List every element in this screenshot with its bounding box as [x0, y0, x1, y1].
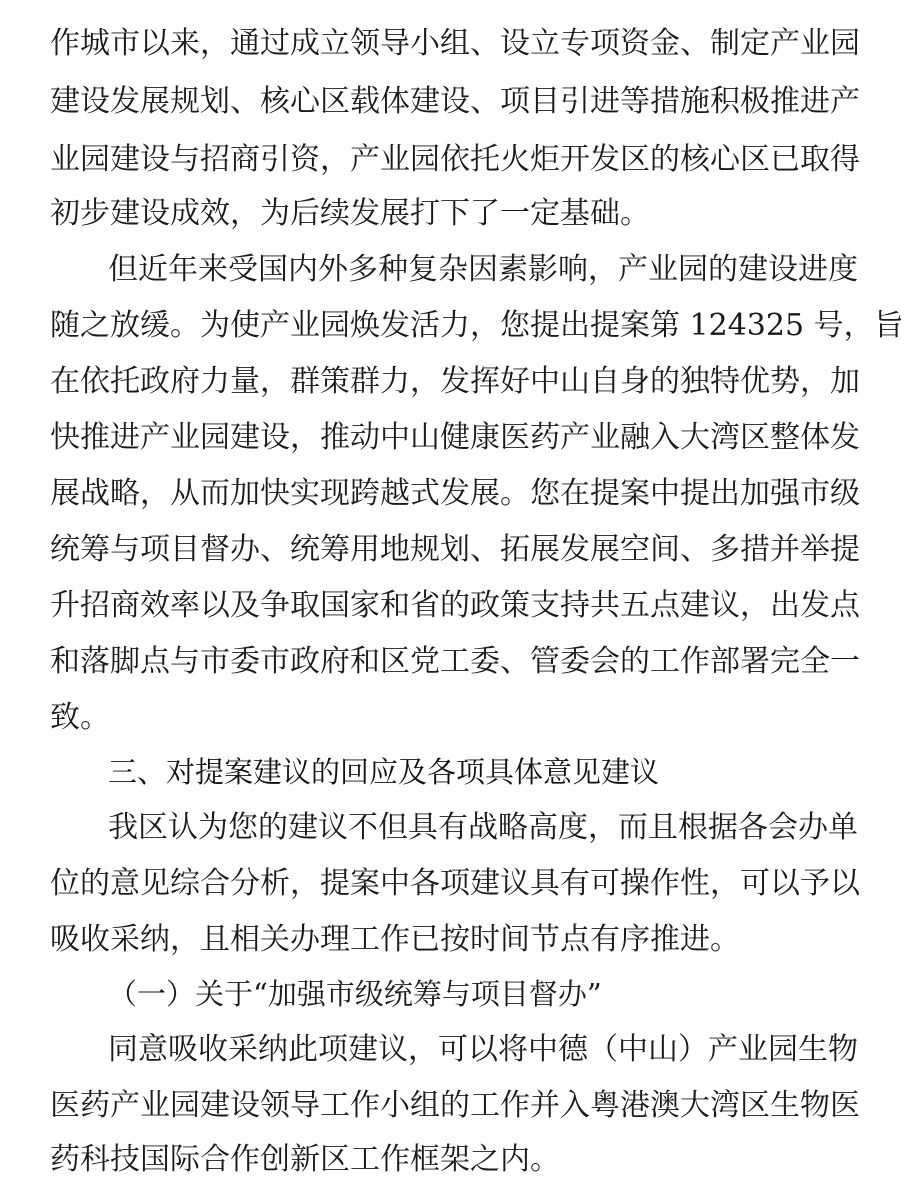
paragraph-4-line-2: 医药产业园建设领导工作小组的工作并入粤港澳大湾区生物医 — [50, 1088, 860, 1123]
paragraph-1-line-1: 作城市以来，通过成立领导小组、设立专项资金、制定产业园 — [50, 26, 860, 61]
paragraph-3-line-2: 位的意见综合分析，提案中各项建议具有可操作性，可以予以 — [50, 866, 860, 901]
paragraph-2-line-7: 升招商效率以及争取国家和省的政策支持共五点建议，出发点 — [50, 588, 860, 623]
paragraph-2-line-2: 随之放缓。为使产业园焕发活力，您提出提案第 124325 号，旨 — [50, 308, 904, 343]
paragraph-2-line-4: 快推进产业园建设，推动中山健康医药产业融入大湾区整体发 — [50, 420, 860, 455]
paragraph-2-line-8: 和落脚点与市委市政府和区党工委、管委会的工作部署完全一 — [50, 644, 860, 679]
paragraph-2-line-1: 但近年来受国内外多种复杂因素影响，产业园的建设进度 — [108, 252, 858, 287]
paragraph-4-line-3: 药科技国际合作创新区工作框架之内。 — [50, 1142, 560, 1177]
paragraph-2-line-3: 在依托政府力量，群策群力，发挥好中山自身的独特优势，加 — [50, 364, 860, 399]
paragraph-2-line-5: 展战略，从而加快实现跨越式发展。您在提案中提出加强市级 — [50, 476, 860, 511]
paragraph-2-line-9: 致。 — [50, 700, 110, 735]
paragraph-4-line-1: 同意吸收采纳此项建议，可以将中德（中山）产业园生物 — [108, 1032, 858, 1067]
paragraph-1-line-3: 业园建设与招商引资，产业园依托火炬开发区的核心区已取得 — [50, 142, 860, 177]
subsection-1-heading: （一）关于“加强市级统筹与项目督办” — [108, 977, 602, 1011]
section-3-heading: 三、对提案建议的回应及各项具体意见建议 — [108, 755, 660, 789]
paragraph-1-line-4: 初步建设成效，为后续发展打下了一定基础。 — [50, 196, 650, 231]
paragraph-3-line-3: 吸收采纳，且相关办理工作已按时间节点有序推进。 — [50, 922, 740, 957]
paragraph-3-line-1: 我区认为您的建议不但具有战略高度，而且根据各会办单 — [108, 810, 858, 845]
paragraph-2-line-6: 统筹与项目督办、统筹用地规划、拓展发展空间、多措并举提 — [50, 532, 860, 567]
paragraph-1-line-2: 建设发展规划、核心区载体建设、项目引进等措施积极推进产 — [50, 84, 860, 119]
